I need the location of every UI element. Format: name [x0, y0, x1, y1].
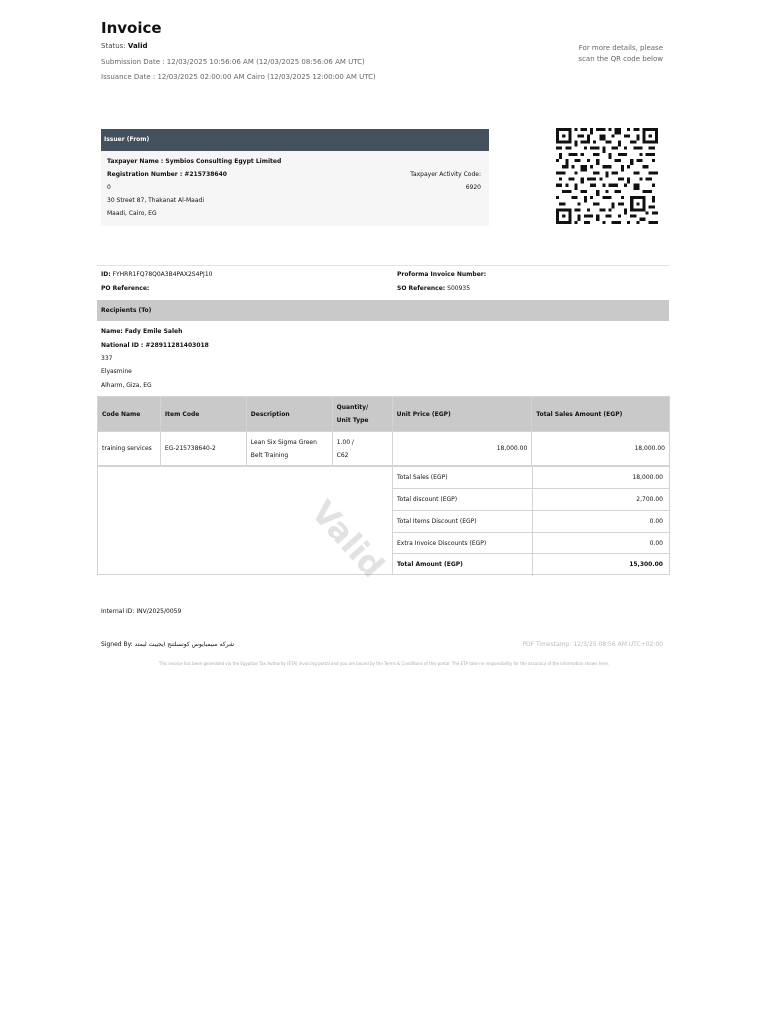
id-value: FYHRR1FQ78Q0A3B4PAX2S4PJ10 [112, 271, 213, 278]
recipient-line-3: Alharm, Giza, EG [101, 382, 152, 389]
so-value: S00935 [447, 285, 471, 292]
items-table [97, 396, 670, 466]
internal-id: Internal ID: INV/2025/0059 [101, 608, 182, 615]
signed-name: شركه سيمبايوس كونسلتنج ايجيبت ليمتد [134, 641, 234, 648]
qr-note-line-1: For more details, please [578, 44, 663, 52]
activity-code-label: Taxpayer Activity Code: [410, 171, 481, 178]
so-label: SO Reference: [397, 285, 446, 292]
status-label: Status: [101, 42, 126, 50]
qr-note [560, 43, 663, 65]
recipient-name: Name: Fady Emile Saleh [101, 328, 183, 335]
totals-label: Total discount (EGP) [397, 496, 458, 503]
issuer-heading: Issuer (From) [101, 129, 489, 151]
registration-number: Registration Number : #215738640 [107, 171, 227, 178]
cell-description: Lean Six Sigma Green Belt Training [246, 432, 332, 466]
col-description: Description [246, 397, 332, 432]
so-reference [397, 285, 470, 292]
qr-code [556, 128, 658, 224]
divider [97, 265, 669, 266]
po-reference-label: PO Reference: [101, 285, 150, 292]
totals-value: 2,700.00 [636, 496, 663, 503]
totals-value: 0.00 [649, 518, 663, 525]
totals-label: Total Sales (EGP) [397, 474, 448, 481]
totals-label: Total Items Discount (EGP) [397, 518, 477, 525]
disclaimer: This invoice has been generated via the Egyptian Tax Authority (ETA) invoicing portal and you are bound by the Terms & Conditions of this portal. The ETA take no responsibility for the accuracy of the information shown here. [158, 661, 610, 666]
totals-value: 0.00 [649, 540, 663, 547]
issuance-date: Issuance Date : 12/03/2025 02:00:00 AM Cairo (12/03/2025 12:00:00 AM UTC) [101, 73, 376, 81]
status-line [101, 42, 147, 50]
totals-row [392, 510, 669, 533]
totals-row-grand [392, 553, 669, 576]
totals-row [392, 488, 669, 511]
issuer-zero: 0 [107, 184, 111, 191]
totals-value: 18,000.00 [632, 474, 663, 481]
totals-label: Extra Invoice Discounts (EGP) [397, 540, 487, 547]
totals-value: 15,300.00 [629, 561, 663, 568]
pdf-timestamp: PDF Timestamp: 12/3/25 08:56 AM UTC+02:00 [522, 641, 663, 648]
recipient-line-2: Elyasmine [101, 368, 132, 375]
totals-row [392, 532, 669, 555]
issuer-city: Maadi, Cairo, EG [107, 210, 157, 217]
col-code-name: Code Name [98, 397, 161, 432]
recipient-national-id: National ID : #28911281403018 [101, 342, 209, 349]
cell-item-code: EG-215738640-2 [160, 432, 246, 466]
signed-label: Signed By: [101, 641, 133, 648]
signed-by [101, 641, 234, 648]
invoice-id [101, 271, 212, 278]
qr-note-line-2: scan the QR code below [578, 55, 663, 63]
cell-unit-price: 18,000.00 [392, 432, 532, 466]
table-row [98, 432, 670, 466]
issuer-street: 30 Street 87, Thakanat Al-Maadi [107, 197, 205, 204]
taxpayer-name: Taxpayer Name : Symbios Consulting Egypt Limited [107, 158, 282, 165]
submission-date: Submission Date : 12/03/2025 10:56:06 AM (12/03/2025 08:56:06 AM UTC) [101, 58, 365, 66]
cell-total: 18,000.00 [532, 432, 670, 466]
id-label: ID: [101, 271, 111, 278]
proforma-label: Proforma Invoice Number: [397, 271, 487, 278]
totals-label: Total Amount (EGP) [397, 561, 463, 568]
table-header-row [98, 397, 670, 432]
col-unit-price: Unit Price (EGP) [392, 397, 532, 432]
cell-code-name: training services [98, 432, 161, 466]
recipient-heading: Recipients (To) [97, 300, 669, 321]
totals-row [392, 466, 669, 489]
col-total-sales: Total Sales Amount (EGP) [532, 397, 670, 432]
col-quantity: Quantity/ Unit Type [332, 397, 392, 432]
invoice-title: Invoice [101, 19, 162, 37]
col-item-code: Item Code [160, 397, 246, 432]
issuer-panel [101, 129, 489, 226]
status-value: Valid [127, 42, 148, 50]
cell-quantity: 1.00 / C62 [332, 432, 392, 466]
activity-code-value: 6920 [465, 184, 481, 191]
valid-watermark: Valid [303, 493, 392, 585]
recipient-line-1: 337 [101, 355, 113, 362]
